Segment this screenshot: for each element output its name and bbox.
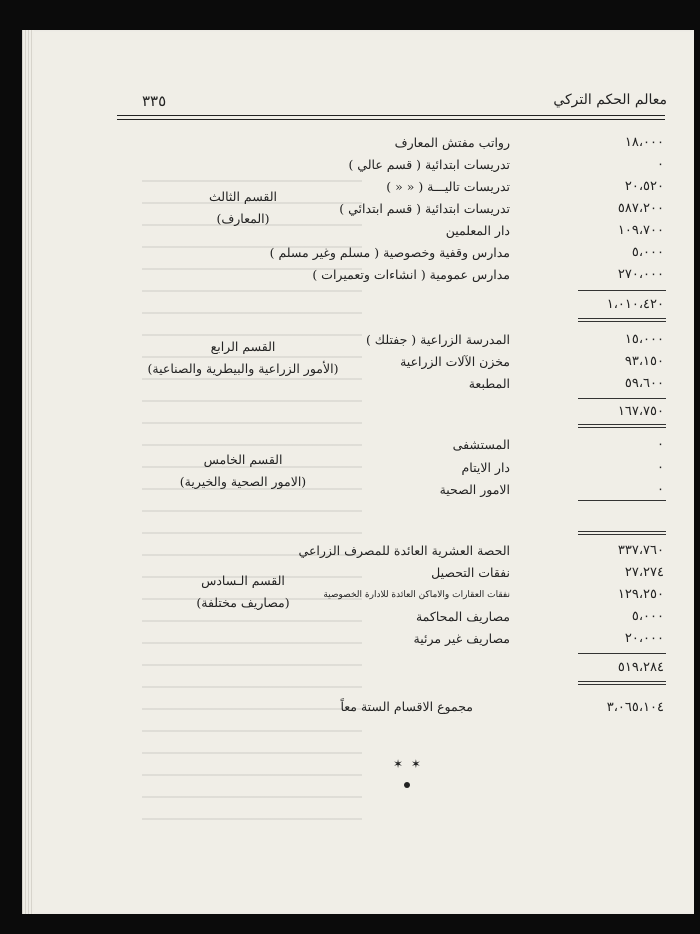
- section-3-amount: ١٠٩،٧٠٠: [617, 223, 664, 238]
- section-4-subtitle: (الأمور الزراعية والبيطرية والصناعية): [147, 361, 339, 376]
- section-3-total-rule: [578, 290, 666, 291]
- section-5-title: القسم الخامس: [203, 452, 283, 467]
- page-header: [117, 92, 665, 114]
- section-3-amount: ١٨،٠٠٠: [624, 135, 664, 150]
- section-6-item: الحصة العشرية العائدة للمصرف الزراعي: [298, 543, 510, 558]
- page-edge: [22, 30, 34, 914]
- section-3-item: دار المعلمين: [445, 223, 510, 238]
- section-4-label: [138, 336, 348, 380]
- section-4-amount: ٩٣،١٥٠: [624, 354, 664, 369]
- section-4-item: مخزن الآلات الزراعية: [400, 354, 510, 369]
- section-5-item: الامور الصحية: [439, 482, 510, 497]
- section-3-amount: ٢٧٠،٠٠٠: [617, 267, 664, 282]
- running-title: معالم الحكم التركي: [553, 92, 667, 108]
- section-4-total-rule: [578, 398, 666, 399]
- header-rule: [117, 115, 665, 116]
- section-3-title: القسم الثالث: [209, 189, 277, 204]
- section-3-total: ١،٠١٠،٤٢٠: [606, 297, 664, 312]
- section-6-amount: ٥،٠٠٠: [631, 609, 664, 624]
- section-4-amount: ١٥،٠٠٠: [624, 332, 664, 347]
- section-3-amount: ٥٨٧،٢٠٠: [617, 201, 664, 216]
- section-3-amount: ٥،٠٠٠: [631, 245, 664, 260]
- ornament-stars: ✶ ✶: [393, 757, 423, 771]
- section-5-total: [572, 509, 664, 529]
- section-6-total-rule: [578, 653, 666, 654]
- section-3-amount: ٠: [657, 157, 664, 172]
- section-5-rule-2: [578, 534, 666, 535]
- section-4-amount: ٥٩،٦٠٠: [624, 376, 664, 391]
- section-5-rule: [578, 531, 666, 532]
- section-5-amount: ٠: [657, 482, 664, 497]
- section-6-subtitle: (مصاريف مختلفة): [196, 595, 290, 610]
- section-3-item: تدريسات ابتدائية ( قسم ابتدائي ): [339, 201, 510, 216]
- header-rule-thin: [117, 119, 665, 120]
- section-6-item: مصاريف المحاكمة: [415, 609, 510, 624]
- ornament-dot: [404, 782, 410, 788]
- section-5-subtitle: (الامور الصحية والخيرية): [179, 474, 307, 489]
- section-6-item: نفقات التحصيل: [431, 565, 510, 580]
- section-6-amount: ١٢٩،٢٥٠: [617, 587, 664, 602]
- grand-total-amount: ٣،٠٦٥،١٠٤: [606, 700, 664, 715]
- section-5-item: دار الايتام: [461, 460, 510, 475]
- section-3-item: مدارس وقفية وخصوصية ( مسلم وغير مسلم ): [269, 245, 510, 260]
- section-6-total: ٥١٩،٢٨٤: [617, 660, 664, 675]
- section-4-title: القسم الرابع: [210, 339, 276, 354]
- section-3-item: تدريسات ابتدائية ( قسم عالي ): [348, 157, 510, 172]
- section-5-amount: ٠: [657, 437, 664, 452]
- section-5-total-rule: [578, 500, 666, 501]
- section-3-item: تدريسات تاليـــة ( « « ): [386, 179, 510, 194]
- section-3-rule: [578, 318, 666, 319]
- section-6-amount: ٣٣٧،٧٦٠: [617, 543, 664, 558]
- grand-total-label: مجموع الاقسام الستة معاً: [340, 699, 473, 714]
- section-6-title: القسم الـسادس: [201, 573, 285, 588]
- section-3-item: رواتب مفتش المعارف: [394, 135, 510, 150]
- section-5-amount: ٠: [657, 460, 664, 475]
- section-4-rule-2: [578, 427, 666, 428]
- section-5-label: [138, 449, 348, 493]
- section-6-rule: [578, 681, 666, 682]
- section-3-label: [138, 186, 348, 230]
- section-4-total: ١٦٧،٧٥٠: [617, 404, 664, 419]
- section-3-amount: ٢٠،٥٢٠: [624, 179, 664, 194]
- section-6-item: مصاريف غير مرئية: [413, 631, 510, 646]
- section-6-amount: ٢٧،٢٧٤: [624, 565, 664, 580]
- section-5-item: المستشفى: [452, 437, 510, 452]
- section-6-rule-2: [578, 684, 666, 685]
- section-3-item: مدارس عمومية ( انشاءات وتعميرات ): [312, 267, 510, 282]
- page-number: ٣٣٥: [142, 92, 167, 110]
- section-6-label: [138, 570, 348, 614]
- section-4-item: المدرسة الزراعية ( جفتلك ): [365, 332, 510, 347]
- section-6-item: نفقات العقارات والاماكن العائدة للادارة الخصوصية: [323, 590, 510, 600]
- section-3-rule-2: [578, 321, 666, 322]
- section-4-rule: [578, 424, 666, 425]
- section-3-subtitle: (المعارف): [216, 211, 270, 226]
- section-6-amount: ٢٠،٠٠٠: [624, 631, 664, 646]
- section-4-item: المطبعة: [468, 376, 510, 391]
